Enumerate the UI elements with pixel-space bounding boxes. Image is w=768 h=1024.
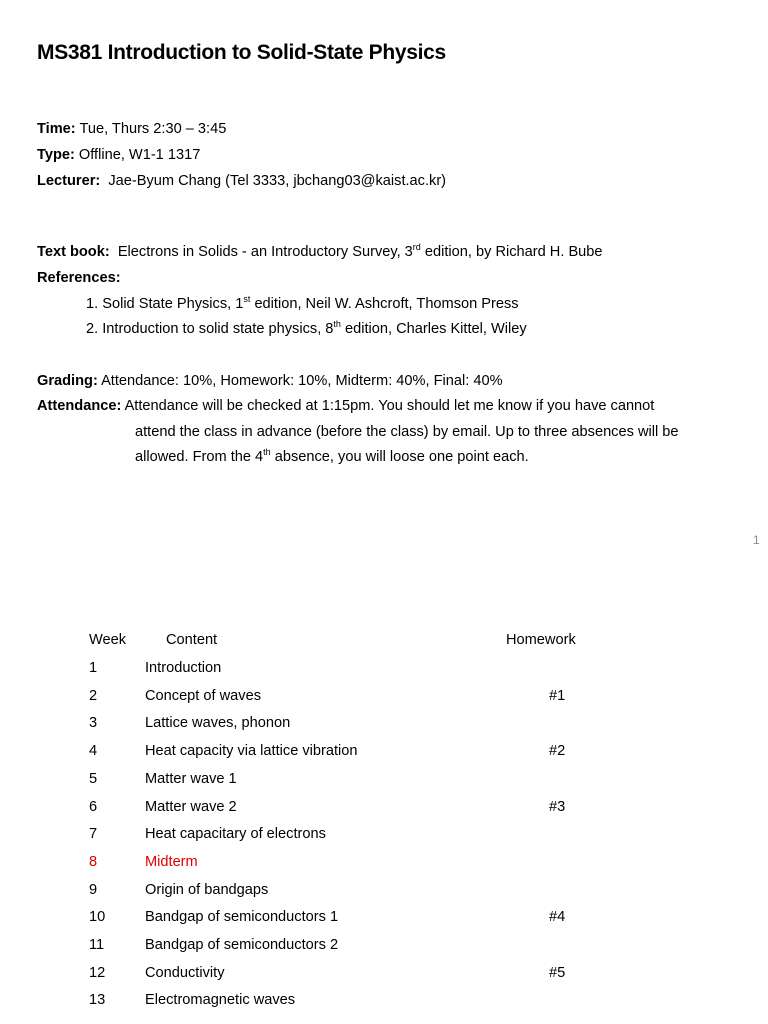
attendance-line-1: Attendance: Attendance will be checked at 1:15pm. You should let me know if you have cannot bbox=[37, 398, 655, 414]
textbook-line bbox=[37, 244, 603, 260]
page-number: 1 bbox=[753, 533, 760, 547]
time-label: Time: bbox=[37, 121, 76, 137]
type-line bbox=[37, 147, 200, 163]
schedule-content-cell: Introduction bbox=[145, 660, 222, 676]
schedule-week-cell: 1 bbox=[89, 660, 98, 676]
schedule-content-cell: Lattice waves, phonon bbox=[145, 715, 291, 731]
schedule-content-cell: Concept of waves bbox=[145, 688, 262, 704]
attendance-line-3: allowed. From the 4th absence, you will loose one point each. bbox=[135, 447, 529, 465]
schedule-homework-cell: #4 bbox=[549, 909, 566, 925]
schedule-homework-cell: #2 bbox=[549, 743, 566, 759]
reference-item-2: 2. Introduction to solid state physics, 8th edition, Charles Kittel, Wiley bbox=[86, 319, 527, 337]
schedule-week-cell: 13 bbox=[89, 992, 106, 1008]
time-value: Tue, Thurs 2:30 – 3:45 bbox=[79, 121, 227, 137]
schedule-week-cell: 8 bbox=[89, 854, 98, 870]
schedule-content-cell: Bandgap of semiconductors 1 bbox=[145, 909, 339, 925]
schedule-content-cell: Bandgap of semiconductors 2 bbox=[145, 937, 339, 953]
schedule-homework-cell: #1 bbox=[549, 688, 566, 704]
schedule-content-cell: Origin of bandgaps bbox=[145, 882, 269, 898]
schedule-content-cell: Electromagnetic waves bbox=[145, 992, 296, 1008]
schedule-homework-cell: #5 bbox=[549, 965, 566, 981]
schedule-content-cell: Matter wave 1 bbox=[145, 771, 237, 787]
type-value: Offline, W1-1 1317 bbox=[78, 147, 201, 163]
schedule-week-cell: 6 bbox=[89, 799, 98, 815]
lecturer-line bbox=[37, 173, 446, 189]
attendance-line-2: attend the class in advance (before the class) by email. Up to three absences will be bbox=[135, 424, 679, 440]
schedule-week-cell: 11 bbox=[89, 937, 105, 953]
schedule-week-cell: 12 bbox=[89, 965, 106, 981]
header-week: Week bbox=[89, 632, 127, 648]
schedule-week-cell: 4 bbox=[89, 743, 98, 759]
type-label: Type: bbox=[37, 147, 75, 163]
schedule-content-cell: Heat capacity via lattice vibration bbox=[145, 743, 358, 759]
schedule-week-cell: 10 bbox=[89, 909, 106, 925]
lecturer-label: Lecturer: bbox=[37, 173, 101, 189]
schedule-week-cell: 3 bbox=[89, 715, 98, 731]
grading-value: Attendance: 10%, Homework: 10%, Midterm: 40%, Final: 40% bbox=[101, 373, 503, 389]
textbook-label: Text book: bbox=[37, 244, 110, 260]
header-content: Content bbox=[166, 632, 218, 648]
document-title: MS381 Introduction to Solid-State Physics bbox=[37, 41, 446, 64]
schedule-content-cell: Matter wave 2 bbox=[145, 799, 237, 815]
reference-item-1: 1. Solid State Physics, 1st edition, Neil W. Ashcroft, Thomson Press bbox=[86, 294, 519, 312]
textbook-value: Electrons in Solids - an Introductory Survey, 3rd edition, by Richard H. Bube bbox=[117, 242, 603, 260]
schedule-week-cell: 5 bbox=[89, 771, 98, 787]
schedule-homework-cell: #3 bbox=[549, 799, 566, 815]
schedule-content-cell: Midterm bbox=[145, 854, 198, 870]
header-homework: Homework bbox=[506, 632, 576, 648]
schedule-week-cell: 7 bbox=[89, 826, 98, 842]
time-line bbox=[37, 121, 226, 137]
schedule-content-cell: Heat capacitary of electrons bbox=[145, 826, 326, 842]
lecturer-value: Jae-Byum Chang (Tel 3333, jbchang03@kaist.ac.kr) bbox=[108, 173, 447, 189]
schedule-content-cell: Conductivity bbox=[145, 965, 225, 981]
grading-label: Grading: bbox=[37, 373, 98, 389]
grading-line bbox=[37, 373, 503, 389]
schedule-week-cell: 9 bbox=[89, 882, 98, 898]
attendance-label: Attendance: bbox=[37, 398, 122, 414]
references-label: References: bbox=[37, 270, 121, 286]
schedule-week-cell: 2 bbox=[89, 688, 98, 704]
